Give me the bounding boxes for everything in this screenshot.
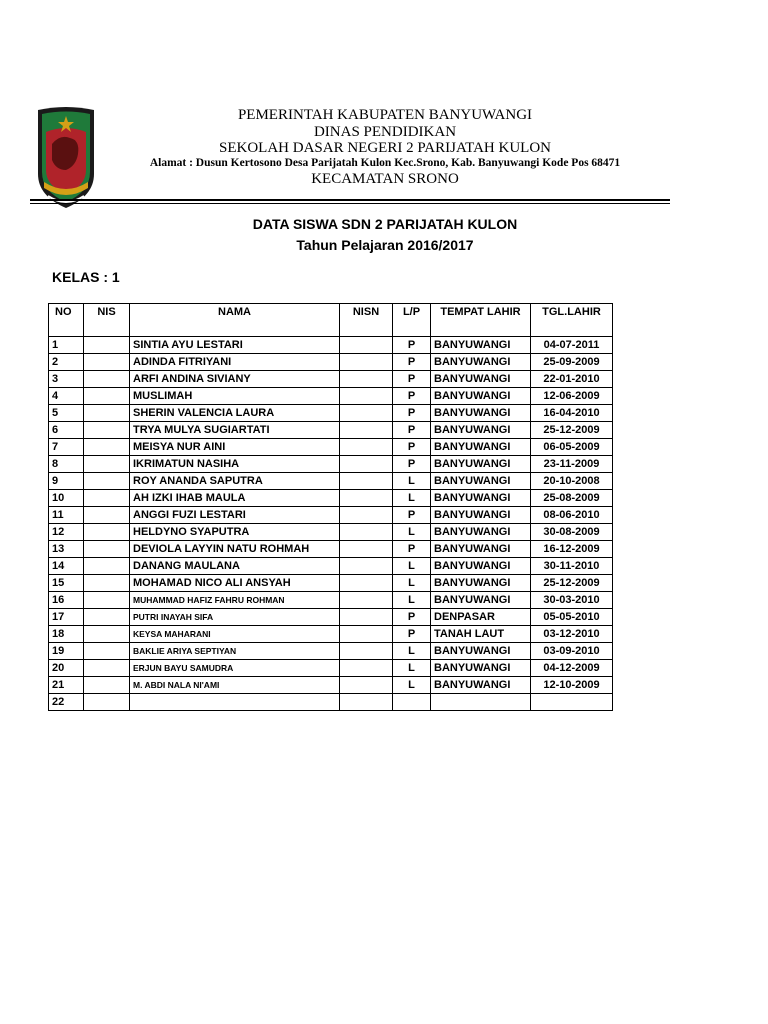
cell-nis <box>84 677 130 694</box>
cell-tempat-lahir: BANYUWANGI <box>431 575 531 592</box>
cell-nama: PUTRI INAYAH SIFA <box>130 609 340 626</box>
cell-no: 20 <box>49 660 84 677</box>
student-table <box>48 303 613 711</box>
cell-nisn <box>340 660 393 677</box>
cell-tempat-lahir: BANYUWANGI <box>431 439 531 456</box>
cell-no: 14 <box>49 558 84 575</box>
cell-no: 11 <box>49 507 84 524</box>
cell-lp: L <box>393 575 431 592</box>
cell-nisn <box>340 643 393 660</box>
cell-tgl-lahir: 08-06-2010 <box>531 507 613 524</box>
col-header-nis: NIS <box>84 304 130 337</box>
cell-lp: L <box>393 677 431 694</box>
cell-no: 19 <box>49 643 84 660</box>
table-row <box>49 643 613 660</box>
table-row <box>49 558 613 575</box>
cell-nisn <box>340 558 393 575</box>
cell-nis <box>84 439 130 456</box>
cell-lp: L <box>393 558 431 575</box>
cell-lp: P <box>393 371 431 388</box>
table-row <box>49 422 613 439</box>
col-header-no: NO <box>49 304 84 337</box>
cell-lp: P <box>393 507 431 524</box>
cell-no: 13 <box>49 541 84 558</box>
cell-tgl-lahir: 30-08-2009 <box>531 524 613 541</box>
cell-tgl-lahir: 20-10-2008 <box>531 473 613 490</box>
cell-lp: L <box>393 592 431 609</box>
cell-nis <box>84 456 130 473</box>
cell-nisn <box>340 371 393 388</box>
cell-nis <box>84 490 130 507</box>
col-header-tgl-lahir: TGL.LAHIR <box>531 304 613 337</box>
cell-nisn <box>340 439 393 456</box>
cell-nisn <box>340 354 393 371</box>
col-header-nisn: NISN <box>340 304 393 337</box>
cell-nisn <box>340 694 393 711</box>
cell-no: 1 <box>49 337 84 354</box>
cell-nama: SINTIA AYU LESTARI <box>130 337 340 354</box>
cell-tempat-lahir: BANYUWANGI <box>431 558 531 575</box>
table-row <box>49 371 613 388</box>
cell-nama: AH IZKI IHAB MAULA <box>130 490 340 507</box>
cell-lp: P <box>393 388 431 405</box>
cell-lp: L <box>393 643 431 660</box>
cell-tgl-lahir: 30-03-2010 <box>531 592 613 609</box>
table-row <box>49 490 613 507</box>
cell-nis <box>84 524 130 541</box>
cell-nama <box>130 694 340 711</box>
cell-tempat-lahir: BANYUWANGI <box>431 660 531 677</box>
cell-lp: P <box>393 456 431 473</box>
cell-tgl-lahir: 25-12-2009 <box>531 422 613 439</box>
cell-tempat-lahir: BANYUWANGI <box>431 422 531 439</box>
cell-nama: ERJUN BAYU SAMUDRA <box>130 660 340 677</box>
cell-no: 16 <box>49 592 84 609</box>
cell-tgl-lahir: 22-01-2010 <box>531 371 613 388</box>
col-header-nama: NAMA <box>130 304 340 337</box>
cell-lp: L <box>393 473 431 490</box>
cell-nisn <box>340 592 393 609</box>
table-row <box>49 456 613 473</box>
col-header-lp: L/P <box>393 304 431 337</box>
cell-nama: TRYA MULYA SUGIARTATI <box>130 422 340 439</box>
table-row <box>49 524 613 541</box>
cell-no: 9 <box>49 473 84 490</box>
cell-tempat-lahir: BANYUWANGI <box>431 643 531 660</box>
cell-nis <box>84 337 130 354</box>
cell-tgl-lahir: 25-09-2009 <box>531 354 613 371</box>
cell-nama: BAKLIE ARIYA SEPTIYAN <box>130 643 340 660</box>
kelas-label: KELAS : 1 <box>52 269 120 285</box>
cell-nama: KEYSA MAHARANI <box>130 626 340 643</box>
table-row <box>49 677 613 694</box>
table-row <box>49 592 613 609</box>
table-row <box>49 626 613 643</box>
cell-nisn <box>340 456 393 473</box>
cell-nis <box>84 541 130 558</box>
cell-tgl-lahir: 16-12-2009 <box>531 541 613 558</box>
cell-no: 4 <box>49 388 84 405</box>
cell-nama: IKRIMATUN NASIHA <box>130 456 340 473</box>
cell-nis <box>84 558 130 575</box>
cell-no: 15 <box>49 575 84 592</box>
cell-nama: MEISYA NUR AINI <box>130 439 340 456</box>
cell-no: 12 <box>49 524 84 541</box>
cell-tempat-lahir: BANYUWANGI <box>431 490 531 507</box>
cell-tgl-lahir: 04-07-2011 <box>531 337 613 354</box>
cell-no: 10 <box>49 490 84 507</box>
table-row <box>49 694 613 711</box>
banyuwangi-emblem-icon <box>30 104 102 212</box>
cell-lp: P <box>393 439 431 456</box>
cell-no: 22 <box>49 694 84 711</box>
document-subtitle: Tahun Pelajaran 2016/2017 <box>296 237 474 253</box>
cell-lp: L <box>393 524 431 541</box>
table-row <box>49 507 613 524</box>
cell-nama: ADINDA FITRIYANI <box>130 354 340 371</box>
cell-tempat-lahir: BANYUWANGI <box>431 388 531 405</box>
cell-nama: MUHAMMAD HAFIZ FAHRU ROHMAN <box>130 592 340 609</box>
cell-tempat-lahir: BANYUWANGI <box>431 405 531 422</box>
cell-tempat-lahir <box>431 694 531 711</box>
cell-tempat-lahir: BANYUWANGI <box>431 473 531 490</box>
cell-tgl-lahir: 03-09-2010 <box>531 643 613 660</box>
cell-nis <box>84 575 130 592</box>
cell-tempat-lahir: BANYUWANGI <box>431 354 531 371</box>
cell-nis <box>84 354 130 371</box>
cell-nis <box>84 507 130 524</box>
table-row <box>49 575 613 592</box>
cell-tempat-lahir: BANYUWANGI <box>431 677 531 694</box>
cell-tempat-lahir: TANAH LAUT <box>431 626 531 643</box>
kop-address: Alamat : Dusun Kertosono Desa Parijatah Kulon Kec.Srono, Kab. Banyuwangi Kode Pos 68471 <box>149 157 621 169</box>
table-row <box>49 439 613 456</box>
cell-no: 2 <box>49 354 84 371</box>
cell-tgl-lahir: 04-12-2009 <box>531 660 613 677</box>
table-row <box>49 541 613 558</box>
cell-no: 17 <box>49 609 84 626</box>
cell-tempat-lahir: BANYUWANGI <box>431 592 531 609</box>
cell-nis <box>84 643 130 660</box>
cell-lp: P <box>393 422 431 439</box>
cell-nis <box>84 592 130 609</box>
cell-nisn <box>340 626 393 643</box>
cell-lp: P <box>393 609 431 626</box>
cell-no: 3 <box>49 371 84 388</box>
cell-nisn <box>340 524 393 541</box>
cell-tempat-lahir: BANYUWANGI <box>431 507 531 524</box>
cell-lp: P <box>393 405 431 422</box>
cell-tempat-lahir: BANYUWANGI <box>431 456 531 473</box>
cell-nisn <box>340 422 393 439</box>
cell-tempat-lahir: BANYUWANGI <box>431 524 531 541</box>
cell-nisn <box>340 575 393 592</box>
cell-nama: MUSLIMAH <box>130 388 340 405</box>
cell-nis <box>84 422 130 439</box>
cell-tgl-lahir <box>531 694 613 711</box>
cell-nisn <box>340 541 393 558</box>
cell-nama: SHERIN VALENCIA LAURA <box>130 405 340 422</box>
kop-line-school: SEKOLAH DASAR NEGERI 2 PARIJATAH KULON <box>218 140 551 156</box>
cell-no: 21 <box>49 677 84 694</box>
cell-nisn <box>340 388 393 405</box>
cell-lp: P <box>393 337 431 354</box>
cell-lp: L <box>393 660 431 677</box>
cell-tgl-lahir: 12-06-2009 <box>531 388 613 405</box>
table-row <box>49 609 613 626</box>
cell-tgl-lahir: 30-11-2010 <box>531 558 613 575</box>
cell-lp: P <box>393 626 431 643</box>
cell-nisn <box>340 405 393 422</box>
cell-tempat-lahir: DENPASAR <box>431 609 531 626</box>
cell-nama: ARFI ANDINA SIVIANY <box>130 371 340 388</box>
cell-nama: DEVIOLA LAYYIN NATU ROHMAH <box>130 541 340 558</box>
cell-nis <box>84 473 130 490</box>
cell-nisn <box>340 473 393 490</box>
cell-no: 6 <box>49 422 84 439</box>
table-row <box>49 405 613 422</box>
header-rule-thick <box>30 199 670 201</box>
cell-no: 8 <box>49 456 84 473</box>
cell-nis <box>84 371 130 388</box>
header-rule-thin <box>30 203 670 204</box>
cell-nisn <box>340 677 393 694</box>
col-header-tempat-lahir: TEMPAT LAHIR <box>431 304 531 337</box>
cell-tgl-lahir: 25-08-2009 <box>531 490 613 507</box>
cell-tgl-lahir: 06-05-2009 <box>531 439 613 456</box>
cell-nis <box>84 388 130 405</box>
table-row <box>49 473 613 490</box>
cell-nama: HELDYNO SYAPUTRA <box>130 524 340 541</box>
cell-nisn <box>340 490 393 507</box>
table-row <box>49 388 613 405</box>
cell-nis <box>84 626 130 643</box>
cell-tempat-lahir: BANYUWANGI <box>431 371 531 388</box>
cell-lp <box>393 694 431 711</box>
cell-tgl-lahir: 12-10-2009 <box>531 677 613 694</box>
cell-lp: P <box>393 541 431 558</box>
cell-no: 18 <box>49 626 84 643</box>
cell-tgl-lahir: 03-12-2010 <box>531 626 613 643</box>
cell-tempat-lahir: BANYUWANGI <box>431 541 531 558</box>
cell-nis <box>84 660 130 677</box>
cell-nama: ANGGI FUZI LESTARI <box>130 507 340 524</box>
cell-no: 5 <box>49 405 84 422</box>
cell-nis <box>84 405 130 422</box>
cell-tgl-lahir: 16-04-2010 <box>531 405 613 422</box>
document-title: DATA SISWA SDN 2 PARIJATAH KULON <box>252 216 518 232</box>
kop-line-agency: DINAS PENDIDIKAN <box>313 124 457 140</box>
cell-nama: MOHAMAD NICO ALI ANSYAH <box>130 575 340 592</box>
cell-nisn <box>340 507 393 524</box>
cell-nama: ROY ANANDA SAPUTRA <box>130 473 340 490</box>
cell-nisn <box>340 609 393 626</box>
cell-nisn <box>340 337 393 354</box>
cell-nis <box>84 609 130 626</box>
cell-tempat-lahir: BANYUWANGI <box>431 337 531 354</box>
cell-tgl-lahir: 25-12-2009 <box>531 575 613 592</box>
table-row <box>49 660 613 677</box>
cell-nama: DANANG MAULANA <box>130 558 340 575</box>
table-header-row <box>49 304 613 337</box>
table-row <box>49 337 613 354</box>
table-row <box>49 354 613 371</box>
cell-nama: M. ABDI NALA NI'AMI <box>130 677 340 694</box>
cell-tgl-lahir: 05-05-2010 <box>531 609 613 626</box>
cell-lp: L <box>393 490 431 507</box>
cell-no: 7 <box>49 439 84 456</box>
cell-lp: P <box>393 354 431 371</box>
kop-line-government: PEMERINTAH KABUPATEN BANYUWANGI <box>237 107 533 123</box>
cell-tgl-lahir: 23-11-2009 <box>531 456 613 473</box>
kop-line-district: KECAMATAN SRONO <box>311 171 459 187</box>
cell-nis <box>84 694 130 711</box>
